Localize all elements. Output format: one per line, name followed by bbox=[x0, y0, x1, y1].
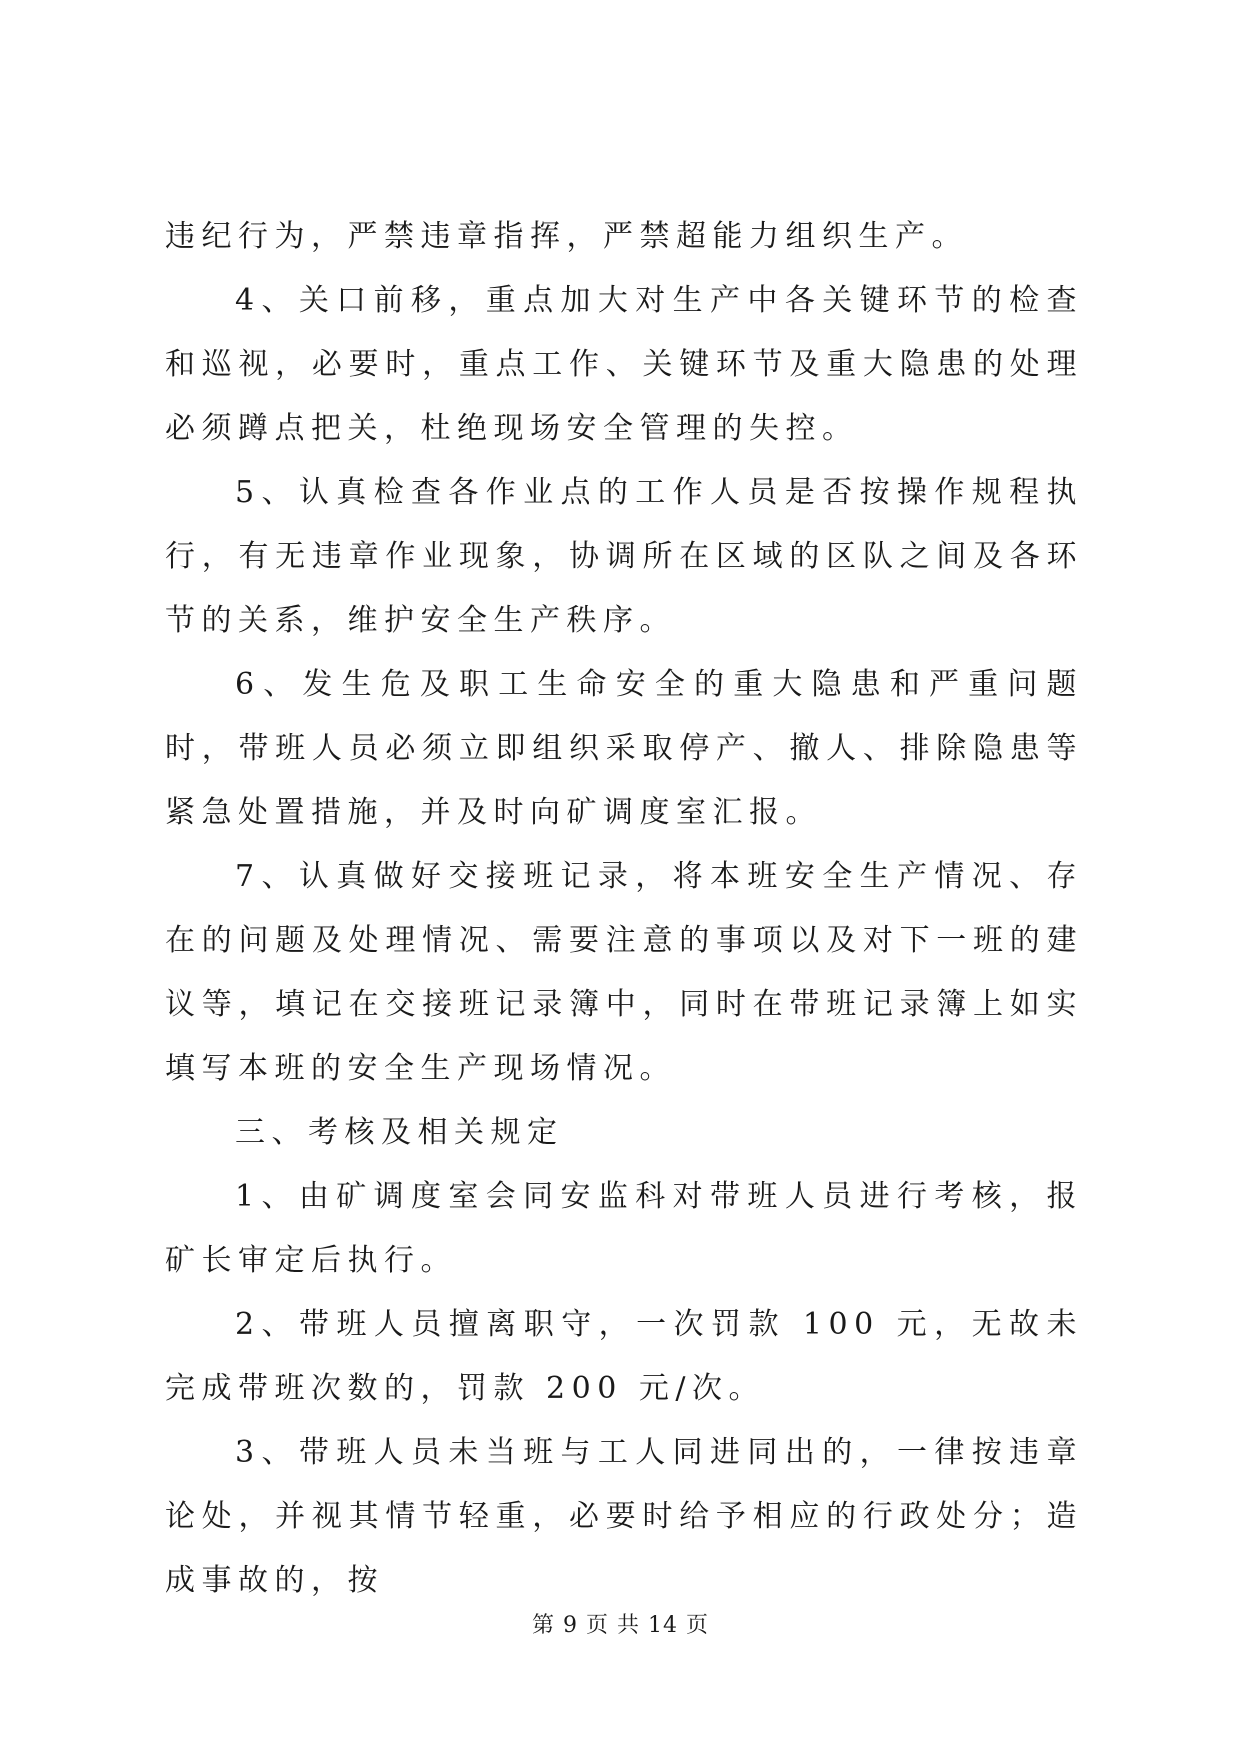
paragraph-rule-1: 1、由矿调度室会同安监科对带班人员进行考核，报矿长审定后执行。 bbox=[165, 1179, 1083, 1278]
paragraph-item-4: 4、关口前移，重点加大对生产中各关键环节的检查和巡视，必要时，重点工作、关键环节及重大隐患的处理必须蹲点把关，杜绝现场安全管理的失控。 bbox=[165, 283, 1083, 446]
document-body bbox=[165, 205, 1083, 1613]
paragraph-item-6: 6、发生危及职工生命安全的重大隐患和严重问题时，带班人员必须立即组织采取停产、撤人、排除隐患等紧急处置措施，并及时向矿调度室汇报。 bbox=[165, 667, 1083, 830]
page-number-footer: 第 9 页 共 14 页 bbox=[532, 1613, 709, 1638]
paragraph-item-7: 7、认真做好交接班记录，将本班安全生产情况、存在的问题及处理情况、需要注意的事项以及对下一班的建议等，填记在交接班记录簿中，同时在带班记录簿上如实填写本班的安全生产现场情况。 bbox=[165, 859, 1083, 1086]
paragraph-item-5: 5、认真检查各作业点的工作人员是否按操作规程执行，有无违章作业现象，协调所在区域的区队之间及各环节的关系，维护安全生产秩序。 bbox=[165, 475, 1083, 638]
paragraph-continuation: 违纪行为，严禁违章指挥，严禁超能力组织生产。 bbox=[165, 219, 968, 254]
paragraph-rule-2: 2、带班人员擅离职守，一次罚款 100 元，无故未完成带班次数的，罚款 200 元/次。 bbox=[165, 1307, 1083, 1406]
paragraph-rule-3: 3、带班人员未当班与工人同进同出的，一律按违章论处，并视其情节轻重，必要时给予相应的行政处分；造成事故的，按 bbox=[165, 1435, 1083, 1598]
section-heading-assessment: 三、考核及相关规定 bbox=[235, 1115, 564, 1150]
